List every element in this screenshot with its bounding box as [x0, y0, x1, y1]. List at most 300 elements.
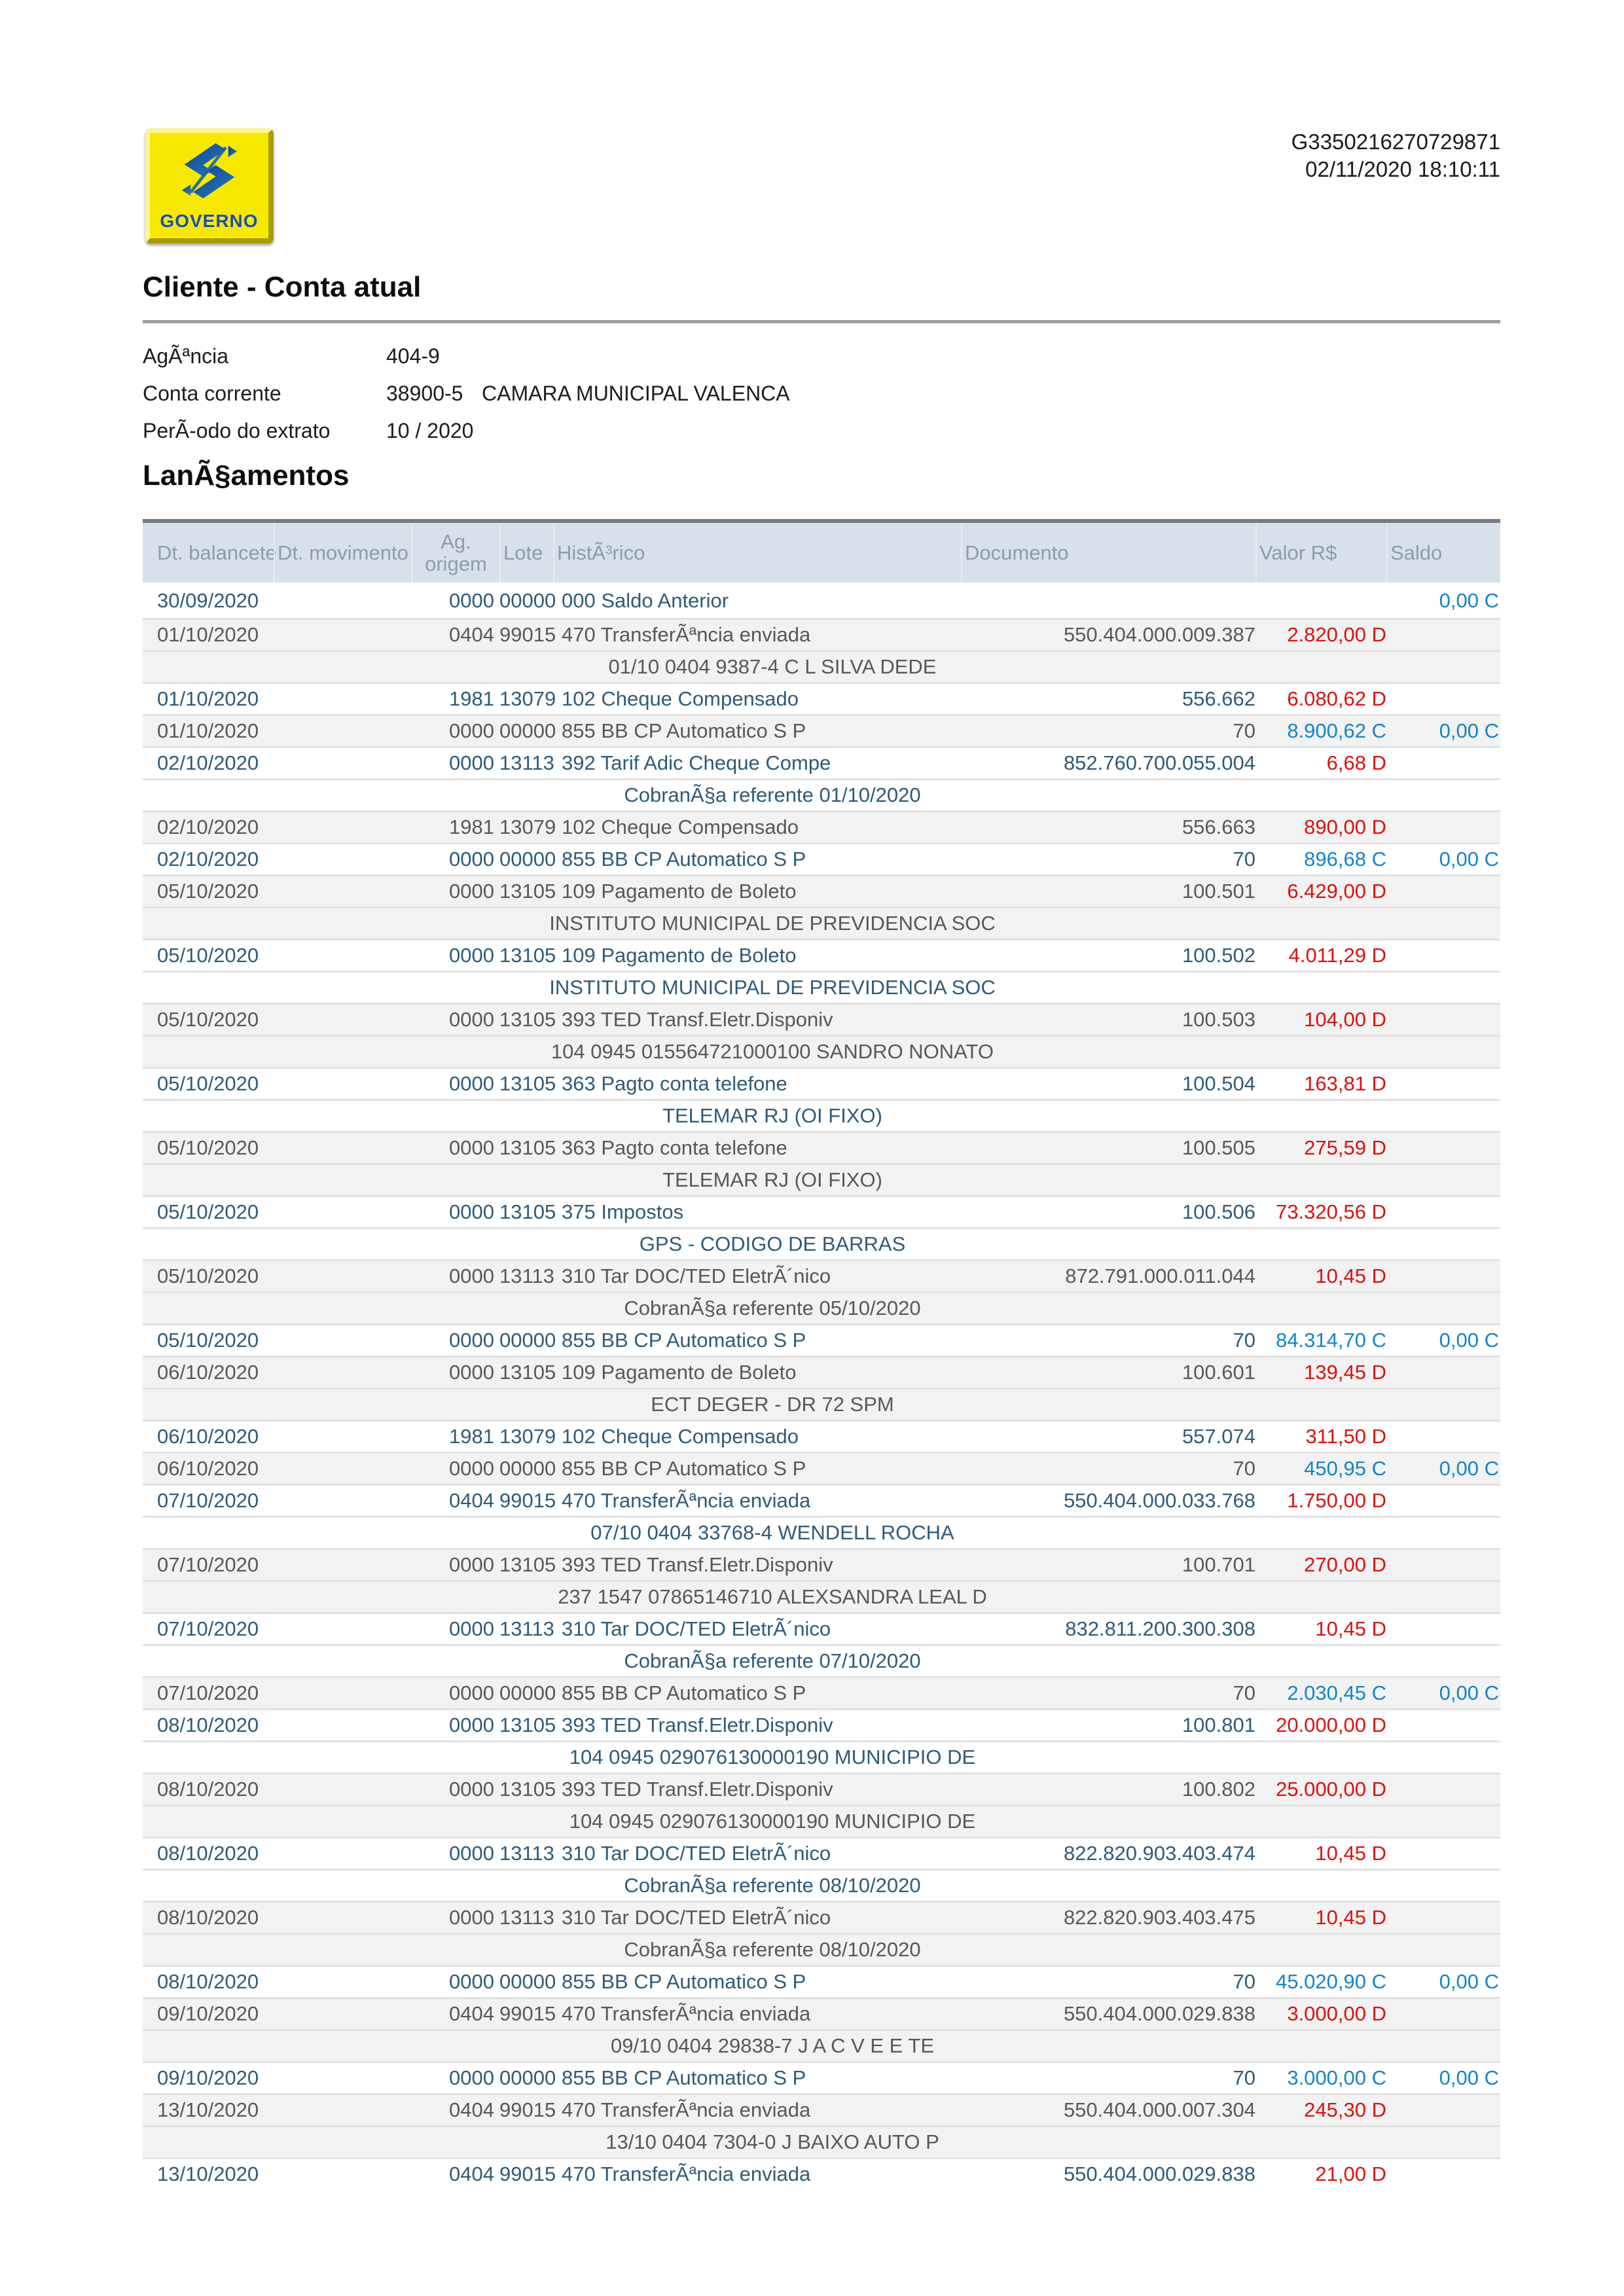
cell-historico: 102 Cheque Compensado: [562, 1425, 799, 1448]
table-row: [143, 2093, 1500, 2125]
cell-historico: 109 Pagamento de Boleto: [562, 880, 797, 903]
detail-row: CobranÃ§a referente 08/10/2020: [143, 1933, 1500, 1965]
cell-dt-balancete: 01/10/2020: [157, 687, 259, 710]
cell-lote: 13113: [499, 751, 554, 774]
cell-dt-balancete: 05/10/2020: [157, 1265, 259, 1287]
field-label: AgÃªncia: [143, 344, 229, 368]
cell-lote: 00000: [499, 2066, 556, 2089]
cell-valor: 10,45 D: [1315, 1265, 1386, 1287]
cell-ag-origem: 0000: [449, 1008, 494, 1031]
detail-row: 104 0945 029076130000190 MUNICIPIO DE: [143, 1804, 1500, 1837]
cell-historico: 393 TED Transf.Eletr.Disponiv: [562, 1713, 833, 1736]
cell-ag-origem: 0000: [449, 751, 494, 774]
cell-documento: 100.501: [1182, 880, 1255, 903]
cell-ag-origem: 0000: [449, 1329, 494, 1352]
table-row: [143, 2157, 1500, 2189]
cell-dt-movimento: [274, 586, 411, 618]
cell-lote: 99015: [499, 2162, 556, 2185]
cell-dt-balancete: 02/10/2020: [157, 751, 259, 774]
cell-dt-balancete: 08/10/2020: [157, 1906, 259, 1929]
cell-valor: 270,00 D: [1304, 1553, 1386, 1576]
cell-saldo: [1386, 748, 1500, 778]
cell-valor: 84.314,70 C: [1276, 1329, 1386, 1352]
cell-historico: 855 BB CP Automatico S P: [562, 719, 806, 742]
cell-valor: 139,45 D: [1304, 1361, 1386, 1384]
cell-ag-origem: 0000: [449, 1136, 494, 1159]
governo-label: GOVERNO: [160, 211, 259, 231]
cell-valor: 163,81 D: [1304, 1072, 1386, 1095]
cell-lote: 99015: [499, 2002, 556, 2025]
cell-historico: 855 BB CP Automatico S P: [562, 1970, 806, 1993]
cell-dt-movimento: [274, 1261, 411, 1291]
cell-dt-balancete: 02/10/2020: [157, 848, 259, 870]
cell-dt-balancete: 09/10/2020: [157, 2002, 259, 2025]
cell-valor: 2.030,45 C: [1287, 1681, 1386, 1704]
table-row: [143, 1965, 1500, 1997]
cell-saldo: [1386, 1550, 1500, 1580]
table-row: [143, 1003, 1500, 1035]
cell-documento: 550.404.000.007.304: [1063, 2098, 1255, 2121]
detail-row: 07/10 0404 33768-4 WENDELL ROCHA: [143, 1516, 1500, 1548]
cell-ag-origem: 0000: [449, 1361, 494, 1384]
cell-valor: 3.000,00 D: [1287, 2002, 1386, 2025]
cell-lote: 13105: [499, 1072, 556, 1095]
cell-valor: 21,00 D: [1315, 2162, 1386, 2185]
cell-ag-origem: 1981: [449, 816, 494, 838]
cell-dt-balancete: 05/10/2020: [157, 944, 259, 967]
cell-lote: 13105: [499, 1778, 556, 1801]
cell-dt-movimento: [274, 1325, 411, 1355]
banco-do-brasil-governo-logo: [145, 128, 274, 243]
detail-row: 13/10 0404 7304-0 J BAIXO AUTO P: [143, 2125, 1500, 2157]
cell-saldo: 0,00 C: [1439, 848, 1499, 870]
detail-row: TELEMAR RJ (OI FIXO): [143, 1163, 1500, 1195]
cell-ag-origem: 0000: [449, 1457, 494, 1480]
header-ag-line2: origem: [425, 552, 487, 575]
cell-ag-origem: 0000: [449, 1970, 494, 1993]
cell-documento: 822.820.903.403.475: [1063, 1906, 1255, 1929]
table-row: [143, 618, 1500, 650]
cell-dt-movimento: [274, 1710, 411, 1740]
cell-historico: 109 Pagamento de Boleto: [562, 944, 797, 967]
client-field-periodo: [143, 412, 1500, 450]
cell-saldo: 0,00 C: [1439, 719, 1499, 742]
cell-valor: 6.080,62 D: [1287, 687, 1386, 710]
cell-saldo: 0,00 C: [1439, 1970, 1499, 1993]
cell-dt-movimento: [274, 2159, 411, 2189]
header-ag-origem: [411, 523, 499, 583]
cell-historico: 310 Tar DOC/TED EletrÃ´nico: [562, 1265, 831, 1287]
cell-historico: 470 TransferÃªncia enviada: [562, 2098, 811, 2121]
cell-dt-movimento: [274, 844, 411, 874]
detail-row: CobranÃ§a referente 01/10/2020: [143, 778, 1500, 810]
cell-saldo: [1386, 1133, 1500, 1163]
detail-row: CobranÃ§a referente 08/10/2020: [143, 1869, 1500, 1901]
cell-valor: 1.750,00 D: [1287, 1489, 1386, 1512]
header-saldo: Saldo: [1386, 523, 1500, 583]
cell-valor: 20.000,00 D: [1276, 1713, 1386, 1736]
cell-ag-origem: 0000: [449, 1778, 494, 1801]
cell-valor: 10,45 D: [1315, 1842, 1386, 1865]
cell-dt-balancete: 09/10/2020: [157, 2066, 259, 2089]
cell-saldo: [1386, 941, 1500, 971]
table-row: [143, 746, 1500, 778]
table-row: [143, 1772, 1500, 1804]
cell-historico: 393 TED Transf.Eletr.Disponiv: [562, 1008, 833, 1031]
cell-dt-movimento: [274, 1454, 411, 1484]
cell-dt-movimento: [274, 748, 411, 778]
cell-valor: 896,68 C: [1304, 848, 1386, 870]
cell-ag-origem: 0404: [449, 1489, 494, 1512]
cell-dt-balancete: 08/10/2020: [157, 1713, 259, 1736]
section-divider: [143, 320, 1500, 323]
cell-documento: [961, 586, 1255, 618]
cell-documento: 100.506: [1182, 1200, 1255, 1223]
table-row: [143, 586, 1500, 618]
cell-dt-movimento: [274, 1967, 411, 1997]
cell-historico: 392 Tarif Adic Cheque Compe: [562, 751, 831, 774]
banco-do-brasil-icon: [178, 142, 241, 203]
cell-saldo: [1386, 620, 1500, 650]
cell-lote: 13105: [499, 1136, 556, 1159]
document-datetime: 02/11/2020 18:10:11: [1305, 157, 1500, 181]
cell-dt-balancete: 13/10/2020: [157, 2162, 259, 2185]
header-historico: HistÃ³rico: [553, 523, 961, 583]
cell-ag-origem: 0000: [449, 719, 494, 742]
cell-ag-origem: 0404: [449, 2002, 494, 2025]
cell-lote: 13079: [499, 816, 556, 838]
cell-documento: 100.504: [1182, 1072, 1255, 1095]
table-row: [143, 1837, 1500, 1869]
cell-dt-balancete: 01/10/2020: [157, 623, 259, 646]
cell-ag-origem: 1981: [449, 687, 494, 710]
cell-ag-origem: 0000: [449, 1200, 494, 1223]
client-field-conta: [143, 375, 1500, 412]
field-label: Conta corrente: [143, 382, 281, 405]
cell-valor: 10,45 D: [1315, 1617, 1386, 1640]
cell-lote: 13113: [499, 1906, 554, 1929]
cell-dt-balancete: 08/10/2020: [157, 1970, 259, 1993]
header-dt-movimento: Dt. movimento: [274, 523, 411, 583]
cell-dt-balancete: 06/10/2020: [157, 1361, 259, 1384]
cell-lote: 13079: [499, 1425, 556, 1448]
cell-ag-origem: 0000: [449, 1906, 494, 1929]
table-row: [143, 1612, 1500, 1644]
cell-saldo: [1386, 2159, 1500, 2189]
cell-valor: 6,68 D: [1326, 751, 1386, 774]
cell-ag-origem: 0000: [449, 1617, 494, 1640]
cell-saldo: [1386, 684, 1500, 714]
cell-dt-balancete: 07/10/2020: [157, 1617, 259, 1640]
cell-dt-movimento: [274, 2095, 411, 2125]
cell-saldo: 0,00 C: [1439, 589, 1499, 612]
table-row: [143, 1997, 1500, 2029]
cell-documento: 557.074: [1182, 1425, 1255, 1448]
table-row: [143, 939, 1500, 971]
cell-dt-movimento: [274, 1486, 411, 1516]
cell-lote: 00000: [499, 1329, 556, 1352]
cell-documento: 70: [1233, 1457, 1255, 1480]
cell-dt-balancete: 08/10/2020: [157, 1842, 259, 1865]
cell-dt-movimento: [274, 2063, 411, 2093]
cell-ag-origem: 0000: [449, 1681, 494, 1704]
cell-saldo: [1386, 812, 1500, 842]
cell-historico: 102 Cheque Compensado: [562, 687, 799, 710]
client-field-agencia: [143, 338, 1500, 375]
cell-lote: 13105: [499, 1553, 556, 1576]
cell-documento: 70: [1233, 1970, 1255, 1993]
field-value: 404-9: [386, 344, 440, 368]
cell-documento: 852.760.700.055.004: [1063, 751, 1255, 774]
cell-lote: 13113: [499, 1265, 554, 1287]
table-row: [143, 1067, 1500, 1099]
cell-documento: 550.404.000.029.838: [1063, 2162, 1255, 2185]
cell-ag-origem: 0404: [449, 623, 494, 646]
cell-valor: 2.820,00 D: [1287, 623, 1386, 646]
cell-ag-origem: 0000: [449, 848, 494, 870]
cell-saldo: 0,00 C: [1439, 1329, 1499, 1352]
cell-saldo: [1386, 1774, 1500, 1804]
cell-ag-origem: 0404: [449, 2098, 494, 2121]
field-value: 38900-5: [386, 382, 463, 405]
cell-saldo: [1386, 1710, 1500, 1740]
table-row: [143, 1484, 1500, 1516]
cell-historico: 310 Tar DOC/TED EletrÃ´nico: [562, 1842, 831, 1865]
cell-lote: 13113: [499, 1617, 554, 1640]
cell-dt-balancete: 05/10/2020: [157, 1072, 259, 1095]
client-info: [143, 338, 1500, 450]
cell-documento: 556.662: [1182, 687, 1255, 710]
cell-historico: 310 Tar DOC/TED EletrÃ´nico: [562, 1906, 831, 1929]
detail-row: TELEMAR RJ (OI FIXO): [143, 1099, 1500, 1131]
cell-lote: 13079: [499, 687, 556, 710]
cell-historico: 102 Cheque Compensado: [562, 816, 799, 838]
table-row: [143, 682, 1500, 714]
cell-ag-origem: 0000: [449, 2066, 494, 2089]
cell-documento: 100.502: [1182, 944, 1255, 967]
cell-saldo: [1386, 1357, 1500, 1388]
cell-saldo: [1386, 1005, 1500, 1035]
cell-ag-origem: 0404: [449, 2162, 494, 2185]
cell-lote: 00000: [499, 1681, 556, 1704]
detail-row: ECT DEGER - DR 72 SPM: [143, 1388, 1500, 1420]
cell-valor: 25.000,00 D: [1276, 1778, 1386, 1801]
table-row: [143, 1355, 1500, 1388]
cell-dt-movimento: [274, 716, 411, 746]
detail-row: INSTITUTO MUNICIPAL DE PREVIDENCIA SOC: [143, 971, 1500, 1003]
cell-valor: 73.320,56 D: [1276, 1200, 1386, 1223]
cell-valor: 311,50 D: [1305, 1425, 1386, 1448]
cell-lote: 13105: [499, 1200, 556, 1223]
cell-valor: 45.020,90 C: [1276, 1970, 1386, 1993]
table-row: [143, 1548, 1500, 1580]
transactions-section-title: LanÃ§amentos: [143, 459, 350, 492]
table-row: [143, 874, 1500, 906]
cell-historico: 855 BB CP Automatico S P: [562, 2066, 806, 2089]
cell-dt-balancete: 07/10/2020: [157, 1489, 259, 1512]
cell-dt-movimento: [274, 620, 411, 650]
detail-row: 237 1547 07865146710 ALEXSANDRA LEAL D: [143, 1580, 1500, 1612]
cell-dt-movimento: [274, 941, 411, 971]
cell-valor: 8.900,62 C: [1287, 719, 1386, 742]
cell-valor: 3.000,00 C: [1287, 2066, 1386, 2089]
cell-dt-balancete: 13/10/2020: [157, 2098, 259, 2121]
cell-lote: 99015: [499, 2098, 556, 2121]
cell-dt-movimento: [274, 876, 411, 906]
cell-dt-movimento: [274, 1839, 411, 1869]
table-row: [143, 1131, 1500, 1163]
detail-row: 09/10 0404 29838-7 J A C V E E TE: [143, 2029, 1500, 2061]
cell-valor: [1255, 586, 1386, 618]
cell-documento: 100.802: [1182, 1778, 1255, 1801]
field-value: 10 / 2020: [386, 419, 474, 442]
cell-ag-origem: 0000: [449, 589, 494, 612]
cell-documento: 70: [1233, 719, 1255, 742]
cell-dt-balancete: 07/10/2020: [157, 1681, 259, 1704]
cell-documento: 550.404.000.033.768: [1063, 1489, 1255, 1512]
cell-dt-movimento: [274, 1422, 411, 1452]
cell-historico: 109 Pagamento de Boleto: [562, 1361, 797, 1384]
cell-ag-origem: 0000: [449, 1553, 494, 1576]
cell-lote: 13105: [499, 880, 556, 903]
header-ag-line1: Ag.: [441, 529, 471, 553]
cell-historico: 363 Pagto conta telefone: [562, 1072, 787, 1095]
cell-valor: 6.429,00 D: [1287, 880, 1386, 903]
cell-dt-balancete: 05/10/2020: [157, 1008, 259, 1031]
cell-historico: 470 TransferÃªncia enviada: [562, 1489, 811, 1512]
detail-row: 104 0945 029076130000190 MUNICIPIO DE: [143, 1740, 1500, 1772]
client-section-title: Cliente - Conta atual: [143, 271, 422, 303]
cell-documento: 100.601: [1182, 1361, 1255, 1384]
cell-lote: 00000: [499, 1457, 556, 1480]
cell-dt-balancete: 08/10/2020: [157, 1778, 259, 1801]
cell-dt-balancete: 06/10/2020: [157, 1425, 259, 1448]
cell-saldo: [1386, 1614, 1500, 1644]
cell-saldo: [1386, 1261, 1500, 1291]
detail-row: INSTITUTO MUNICIPAL DE PREVIDENCIA SOC: [143, 906, 1500, 939]
account-holder-name: CAMARA MUNICIPAL VALENCA: [482, 382, 790, 405]
detail-row: GPS - CODIGO DE BARRAS: [143, 1227, 1500, 1259]
detail-row: CobranÃ§a referente 07/10/2020: [143, 1644, 1500, 1676]
cell-lote: 00000: [499, 589, 556, 612]
cell-saldo: 0,00 C: [1439, 1457, 1499, 1480]
cell-lote: 00000: [499, 1970, 556, 1993]
table-header-row: [143, 523, 1500, 586]
cell-dt-movimento: [274, 1614, 411, 1644]
cell-documento: 872.791.000.011.044: [1065, 1265, 1255, 1287]
cell-dt-balancete: 06/10/2020: [157, 1457, 259, 1480]
detail-row: CobranÃ§a referente 05/10/2020: [143, 1291, 1500, 1323]
cell-dt-balancete: 05/10/2020: [157, 1329, 259, 1352]
table-row: [143, 1452, 1500, 1484]
cell-documento: 70: [1233, 1329, 1255, 1352]
cell-saldo: 0,00 C: [1439, 2066, 1499, 2089]
transactions-table: [143, 519, 1500, 2189]
header-documento: Documento: [961, 523, 1255, 583]
cell-documento: 550.404.000.009.387: [1063, 623, 1255, 646]
cell-dt-balancete: 01/10/2020: [157, 719, 259, 742]
cell-historico: 855 BB CP Automatico S P: [562, 1329, 806, 1352]
cell-historico: 855 BB CP Automatico S P: [562, 848, 806, 870]
cell-lote: 13105: [499, 1713, 556, 1736]
cell-dt-movimento: [274, 1357, 411, 1388]
cell-historico: 393 TED Transf.Eletr.Disponiv: [562, 1778, 833, 1801]
table-row: [143, 1901, 1500, 1933]
cell-saldo: [1386, 1069, 1500, 1099]
cell-documento: 100.505: [1182, 1136, 1255, 1159]
cell-lote: 00000: [499, 848, 556, 870]
cell-dt-movimento: [274, 1133, 411, 1163]
cell-valor: 4.011,29 D: [1288, 944, 1386, 967]
cell-valor: 450,95 C: [1304, 1457, 1386, 1480]
field-label: PerÃ-odo do extrato: [143, 419, 331, 442]
cell-ag-origem: 0000: [449, 1072, 494, 1095]
cell-lote: 13105: [499, 1008, 556, 1031]
header-lote: Lote: [499, 523, 553, 583]
cell-lote: 13105: [499, 944, 556, 967]
cell-dt-balancete: 30/09/2020: [157, 589, 259, 612]
header-valor: Valor R$: [1255, 523, 1386, 583]
cell-historico: 375 Impostos: [562, 1200, 684, 1223]
cell-documento: 70: [1233, 1681, 1255, 1704]
table-row: [143, 714, 1500, 746]
table-row: [143, 1259, 1500, 1291]
cell-saldo: [1386, 876, 1500, 906]
cell-documento: 100.503: [1182, 1008, 1255, 1031]
cell-dt-movimento: [274, 1678, 411, 1708]
table-row: [143, 1195, 1500, 1227]
cell-dt-movimento: [274, 1999, 411, 2029]
cell-saldo: [1386, 2095, 1500, 2125]
cell-dt-balancete: 05/10/2020: [157, 1136, 259, 1159]
cell-valor: 275,59 D: [1304, 1136, 1386, 1159]
cell-dt-movimento: [274, 1903, 411, 1933]
cell-saldo: [1386, 1839, 1500, 1869]
cell-dt-balancete: 05/10/2020: [157, 880, 259, 903]
cell-ag-origem: 0000: [449, 880, 494, 903]
cell-saldo: [1386, 1197, 1500, 1227]
cell-valor: 245,30 D: [1304, 2098, 1386, 2121]
document-meta: [1291, 128, 1500, 183]
table-row: [143, 1323, 1500, 1355]
cell-saldo: 0,00 C: [1439, 1681, 1499, 1704]
table-row: [143, 1708, 1500, 1740]
document-code: G3350216270729871: [1291, 130, 1500, 154]
cell-ag-origem: 0000: [449, 1713, 494, 1736]
cell-dt-balancete: 05/10/2020: [157, 1200, 259, 1223]
cell-dt-balancete: 07/10/2020: [157, 1553, 259, 1576]
table-row: [143, 842, 1500, 874]
cell-historico: 855 BB CP Automatico S P: [562, 1681, 806, 1704]
cell-dt-movimento: [274, 1550, 411, 1580]
cell-dt-movimento: [274, 1005, 411, 1035]
cell-lote: 99015: [499, 623, 556, 646]
cell-saldo: [1386, 1486, 1500, 1516]
table-row: [143, 1420, 1500, 1452]
detail-row: 01/10 0404 9387-4 C L SILVA DEDE: [143, 650, 1500, 682]
table-body: [143, 586, 1500, 2189]
cell-dt-movimento: [274, 1197, 411, 1227]
cell-documento: 70: [1233, 848, 1255, 870]
cell-dt-balancete: 02/10/2020: [157, 816, 259, 838]
cell-ag-origem: 1981: [449, 1425, 494, 1448]
cell-documento: 550.404.000.029.838: [1063, 2002, 1255, 2025]
cell-historico: 470 TransferÃªncia enviada: [562, 2002, 811, 2025]
cell-historico: 855 BB CP Automatico S P: [562, 1457, 806, 1480]
cell-historico: 310 Tar DOC/TED EletrÃ´nico: [562, 1617, 831, 1640]
cell-historico: 470 TransferÃªncia enviada: [562, 623, 811, 646]
cell-historico: 393 TED Transf.Eletr.Disponiv: [562, 1553, 833, 1576]
